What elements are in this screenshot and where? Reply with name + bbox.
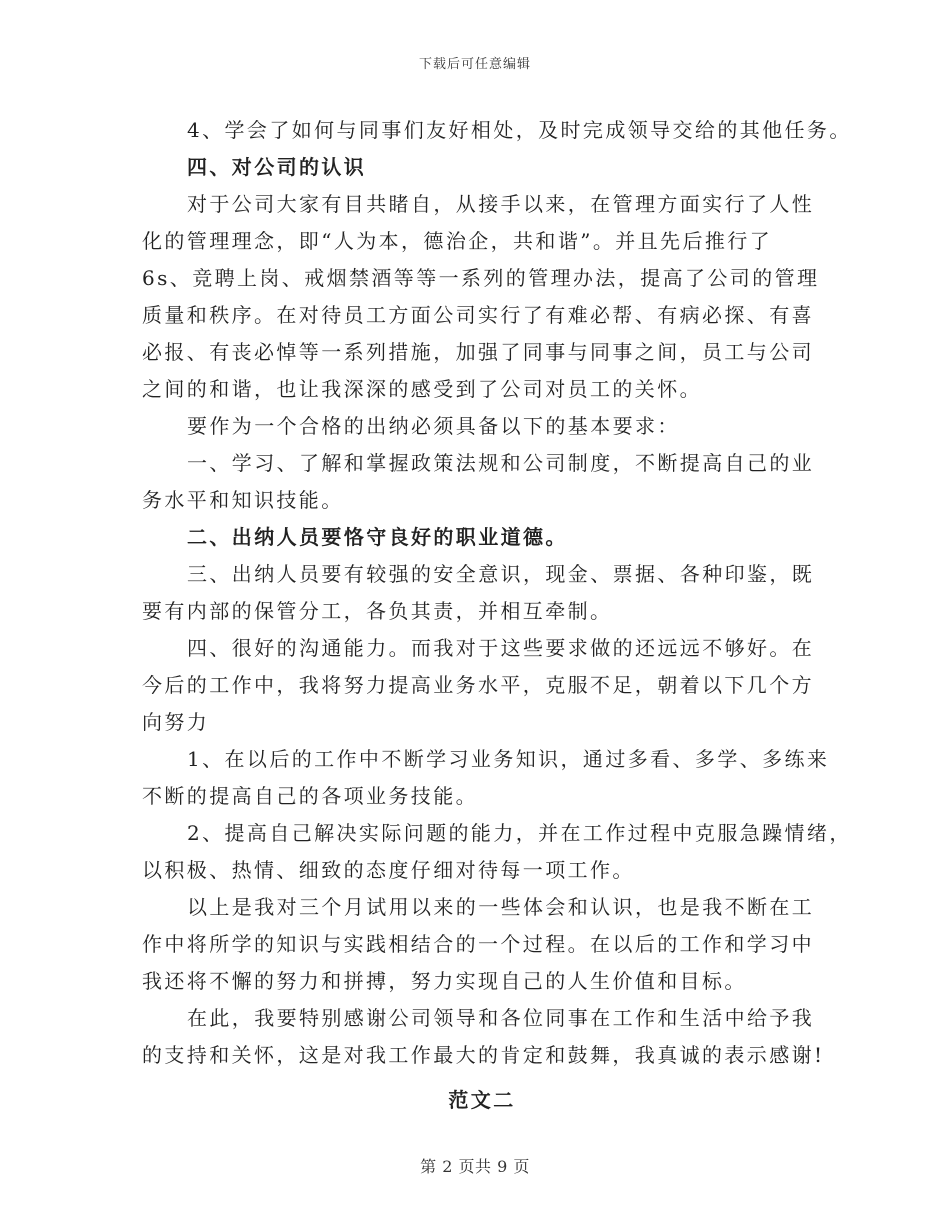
paragraph-line: 今后的工作中，我将努力提高业务水平，克服不足，朝着以下几个方 [142,673,814,697]
paragraph-line: 在此，我要特别感谢公司领导和各位同事在工作和生活中给予我 [187,1006,815,1030]
document-body [142,112,852,1119]
paragraph-line: 向努力 [142,710,210,734]
paragraph-line: 2、提高自己解决实际问题的能力，并在工作过程中克服急躁情绪， [187,821,852,845]
paragraph-line: 三、出纳人员要有较强的安全意识，现金、票据、各种印鉴，既 [187,562,815,586]
paragraph-line: 6s、竞聘上岗、戒烟禁酒等等一系列的管理办法，提高了公司的管理 [142,266,820,290]
paragraph-line: 4、学会了如何与同事们友好相处，及时完成领导交给的其他任务。 [187,118,852,142]
section-heading: 四、对公司的认识 [187,155,367,179]
paragraph-line: 以上是我对三个月试用以来的一些体会和认识，也是我不断在工 [187,895,815,919]
paragraph-line: 一、学习、了解和掌握政策法规和公司制度，不断提高自己的业 [187,451,815,475]
paragraph-line: 1、在以后的工作中不断学习业务知识，通过多看、多学、多练来 [187,747,830,771]
paragraph-line: 我还将不懈的努力和拼搏，努力实现自己的人生价值和目标。 [142,969,747,993]
paragraph-line: 要作为一个合格的出纳必须具备以下的基本要求： [187,414,680,438]
page-number-footer: 第 2 页共 9 页 [420,1157,530,1176]
paragraph-line: 不断的提高自己的各项业务技能。 [142,784,478,808]
paragraph-line: 四、很好的沟通能力。而我对于这些要求做的还远远不够好。在 [187,636,815,660]
paragraph-line: 要有内部的保管分工，各负其责，并相互牵制。 [142,599,613,623]
paragraph-line: 的支持和关怀，这是对我工作最大的肯定和鼓舞，我真诚的表示感谢! [142,1043,825,1067]
paragraph-line: 必报、有丧必悼等一系列措施，加强了同事与同事之间，员工与公司 [142,340,814,364]
section-title: 范文二 [448,1088,516,1112]
bold-requirement-heading: 二、出纳人员要恪守良好的职业道德。 [187,525,568,549]
paragraph-line: 务水平和知识技能。 [142,488,344,512]
paragraph-line: 作中将所学的知识与实践相结合的一个过程。在以后的工作和学习中 [142,932,814,956]
page-header: 下载后可任意编辑 [418,57,531,72]
paragraph-line: 之间的和谐，也让我深深的感受到了公司对员工的关怀。 [142,377,702,401]
paragraph-line: 对于公司大家有目共睹自，从接手以来，在管理方面实行了人性 [187,192,815,216]
paragraph-line: 质量和秩序。在对待员工方面公司实行了有难必帮、有病必探、有喜 [142,303,814,327]
paragraph-line: 以积极、热情、细致的态度仔细对待每一项工作。 [142,858,635,882]
paragraph-line: 化的管理理念，即“人为本，德治企，共和谐”。并且先后推行了 [142,229,773,253]
